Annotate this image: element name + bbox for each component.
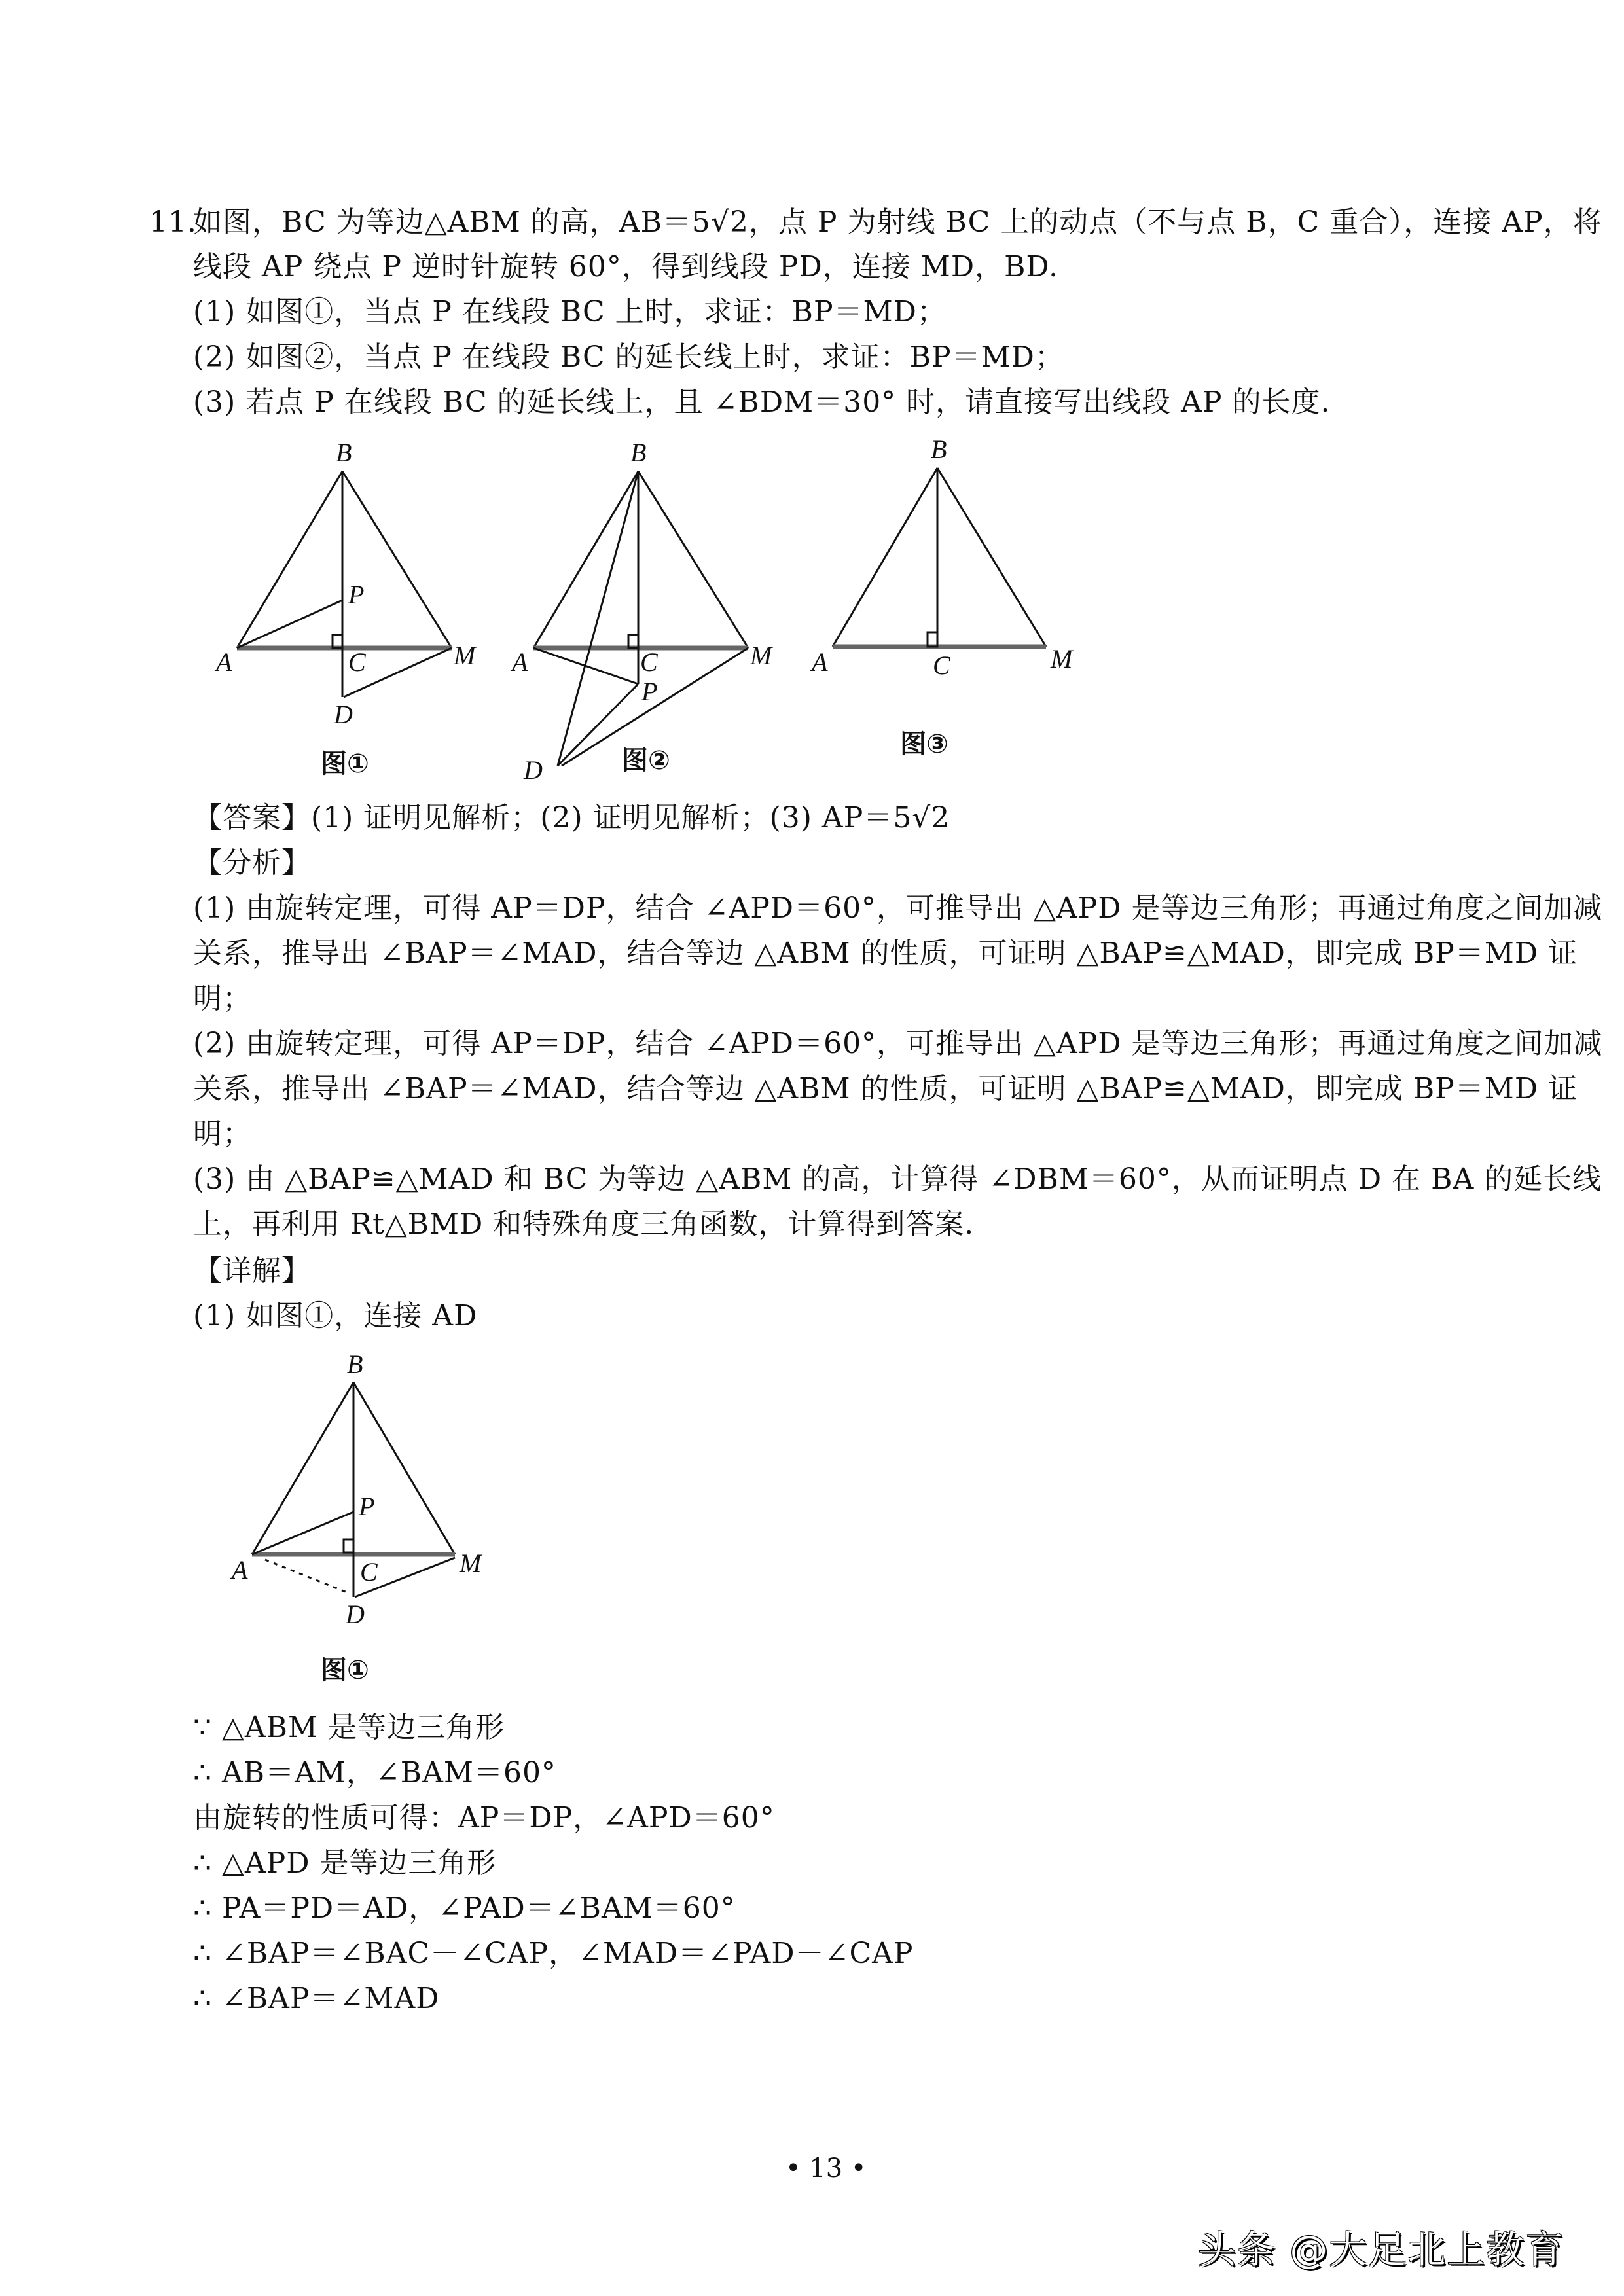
segment-bm [353, 1382, 455, 1554]
question-part-1: (1) 如图①，当点 P 在线段 BC 上时，求证：BP＝MD； [193, 295, 947, 329]
figure-1-caption: 图① [321, 749, 369, 779]
figure-3 [812, 432, 1087, 788]
label-m: M [1051, 644, 1073, 673]
label-a: A [216, 647, 232, 677]
segment-ab [252, 1382, 353, 1554]
label-c: C [933, 651, 950, 680]
label-m: M [454, 641, 476, 670]
analysis-line: (3) 由 △BAP≌△MAD 和 BC 为等边 △ABM 的高，计算得 ∠DBM＝60°，从而证明点 D 在 BA 的延长线 [193, 1162, 1602, 1196]
analysis-line: 明； [193, 982, 252, 1015]
detail-step: ∴ ∠BAP＝∠BAC－∠CAP，∠MAD＝∠PAD－∠CAP [193, 1937, 914, 1970]
label-p: P [348, 580, 365, 609]
label-c: C [640, 647, 658, 677]
figure-3-diagram [812, 432, 1087, 785]
figure-2-caption: 图② [622, 745, 670, 776]
segment-bm [937, 468, 1046, 647]
analysis-heading: 【分析】 [193, 846, 311, 880]
figure-2 [511, 432, 785, 788]
segment-bd [558, 471, 638, 766]
page-number: • 13 • [785, 2153, 867, 2183]
right-angle-mark [344, 1539, 353, 1552]
label-d: D [334, 700, 353, 729]
question-part-2: (2) 如图②，当点 P 在线段 BC 的延长线上时，求证：BP＝MD； [193, 340, 1064, 374]
analysis-line: 上，再利用 Rt△BMD 和特殊角度三角函数，计算得到答案. [193, 1208, 975, 1241]
analysis-line: (2) 由旋转定理，可得 AP＝DP，结合 ∠APD＝60°，可推导出 △APD 是等边三角形；再通过角度之间加减 [193, 1027, 1603, 1060]
analysis-line: (1) 由旋转定理，可得 AP＝DP，结合 ∠APD＝60°，可推导出 △APD 是等边三角形；再通过角度之间加减 [193, 891, 1603, 925]
detail-step: ∴ ∠BAP＝∠MAD [193, 1982, 440, 2015]
label-b: B [931, 435, 947, 464]
segment-ab [533, 471, 638, 648]
segment-ad-dashed [265, 1560, 350, 1594]
label-d: D [524, 755, 543, 785]
answer-line: 【答案】(1) 证明见解析；(2) 证明见解析；(3) AP＝5√2 [193, 801, 950, 834]
detail-step: ∵ △ABM 是等边三角形 [193, 1711, 505, 1744]
detail-step: ∴ △APD 是等边三角形 [193, 1846, 497, 1880]
label-b: B [347, 1350, 363, 1379]
label-p: P [641, 677, 658, 706]
watermark: 头条 @大足北上教育 [1198, 2227, 1565, 2272]
segment-ab [237, 471, 342, 648]
detail-step: ∴ AB＝AM，∠BAM＝60° [193, 1756, 556, 1789]
label-a: A [812, 647, 828, 677]
detail-figure-caption: 图① [321, 1655, 369, 1685]
detail-intro: (1) 如图①，连接 AD [193, 1299, 478, 1333]
analysis-line: 明； [193, 1117, 252, 1151]
question-stem-line-2: 线段 AP 绕点 P 逆时针旋转 60°，得到线段 PD，连接 MD，BD. [193, 250, 1059, 283]
label-a: A [512, 647, 528, 677]
analysis-line: 关系，推导出 ∠BAP＝∠MAD，结合等边 △ABM 的性质，可证明 △BAP≌△MAD，即完成 BP＝MD 证 [193, 1072, 1578, 1105]
question-number: 11. [149, 206, 197, 239]
segment-bm [638, 471, 748, 648]
label-c: C [360, 1557, 378, 1587]
detail-heading: 【详解】 [193, 1254, 311, 1287]
label-p: P [359, 1492, 375, 1521]
label-b: B [336, 438, 352, 467]
figure-1 [209, 432, 484, 788]
figure-2-diagram [511, 432, 785, 785]
question-part-3: (3) 若点 P 在线段 BC 的延长线上，且 ∠BDM＝30° 时，请直接写出线段 AP 的长度. [193, 386, 1331, 419]
label-a: A [232, 1555, 248, 1585]
label-d: D [346, 1600, 365, 1629]
label-b: B [630, 438, 647, 467]
detail-figure-diagram [216, 1335, 504, 1702]
detail-step: ∴ PA＝PD＝AD，∠PAD＝∠BAM＝60° [193, 1892, 736, 1925]
label-m: M [750, 641, 772, 670]
figure-1-diagram [209, 432, 484, 785]
segment-ap [252, 1512, 353, 1554]
segment-ab [833, 468, 937, 647]
detail-step: 由旋转的性质可得：AP＝DP，∠APD＝60° [193, 1801, 775, 1835]
segment-bm [342, 471, 452, 648]
label-c: C [348, 647, 366, 677]
question-stem-line-1: 如图，BC 为等边△ABM 的高，AB＝5√2，点 P 为射线 BC 上的动点（不与点 B，C 重合），连接 AP，将 [193, 206, 1602, 239]
detail-figure-1 [216, 1335, 504, 1704]
analysis-line: 关系，推导出 ∠BAP＝∠MAD，结合等边 △ABM 的性质，可证明 △BAP≌△MAD，即完成 BP＝MD 证 [193, 937, 1578, 970]
label-m: M [460, 1549, 482, 1578]
figure-3-caption: 图③ [900, 729, 948, 759]
segment-ap [237, 600, 342, 648]
